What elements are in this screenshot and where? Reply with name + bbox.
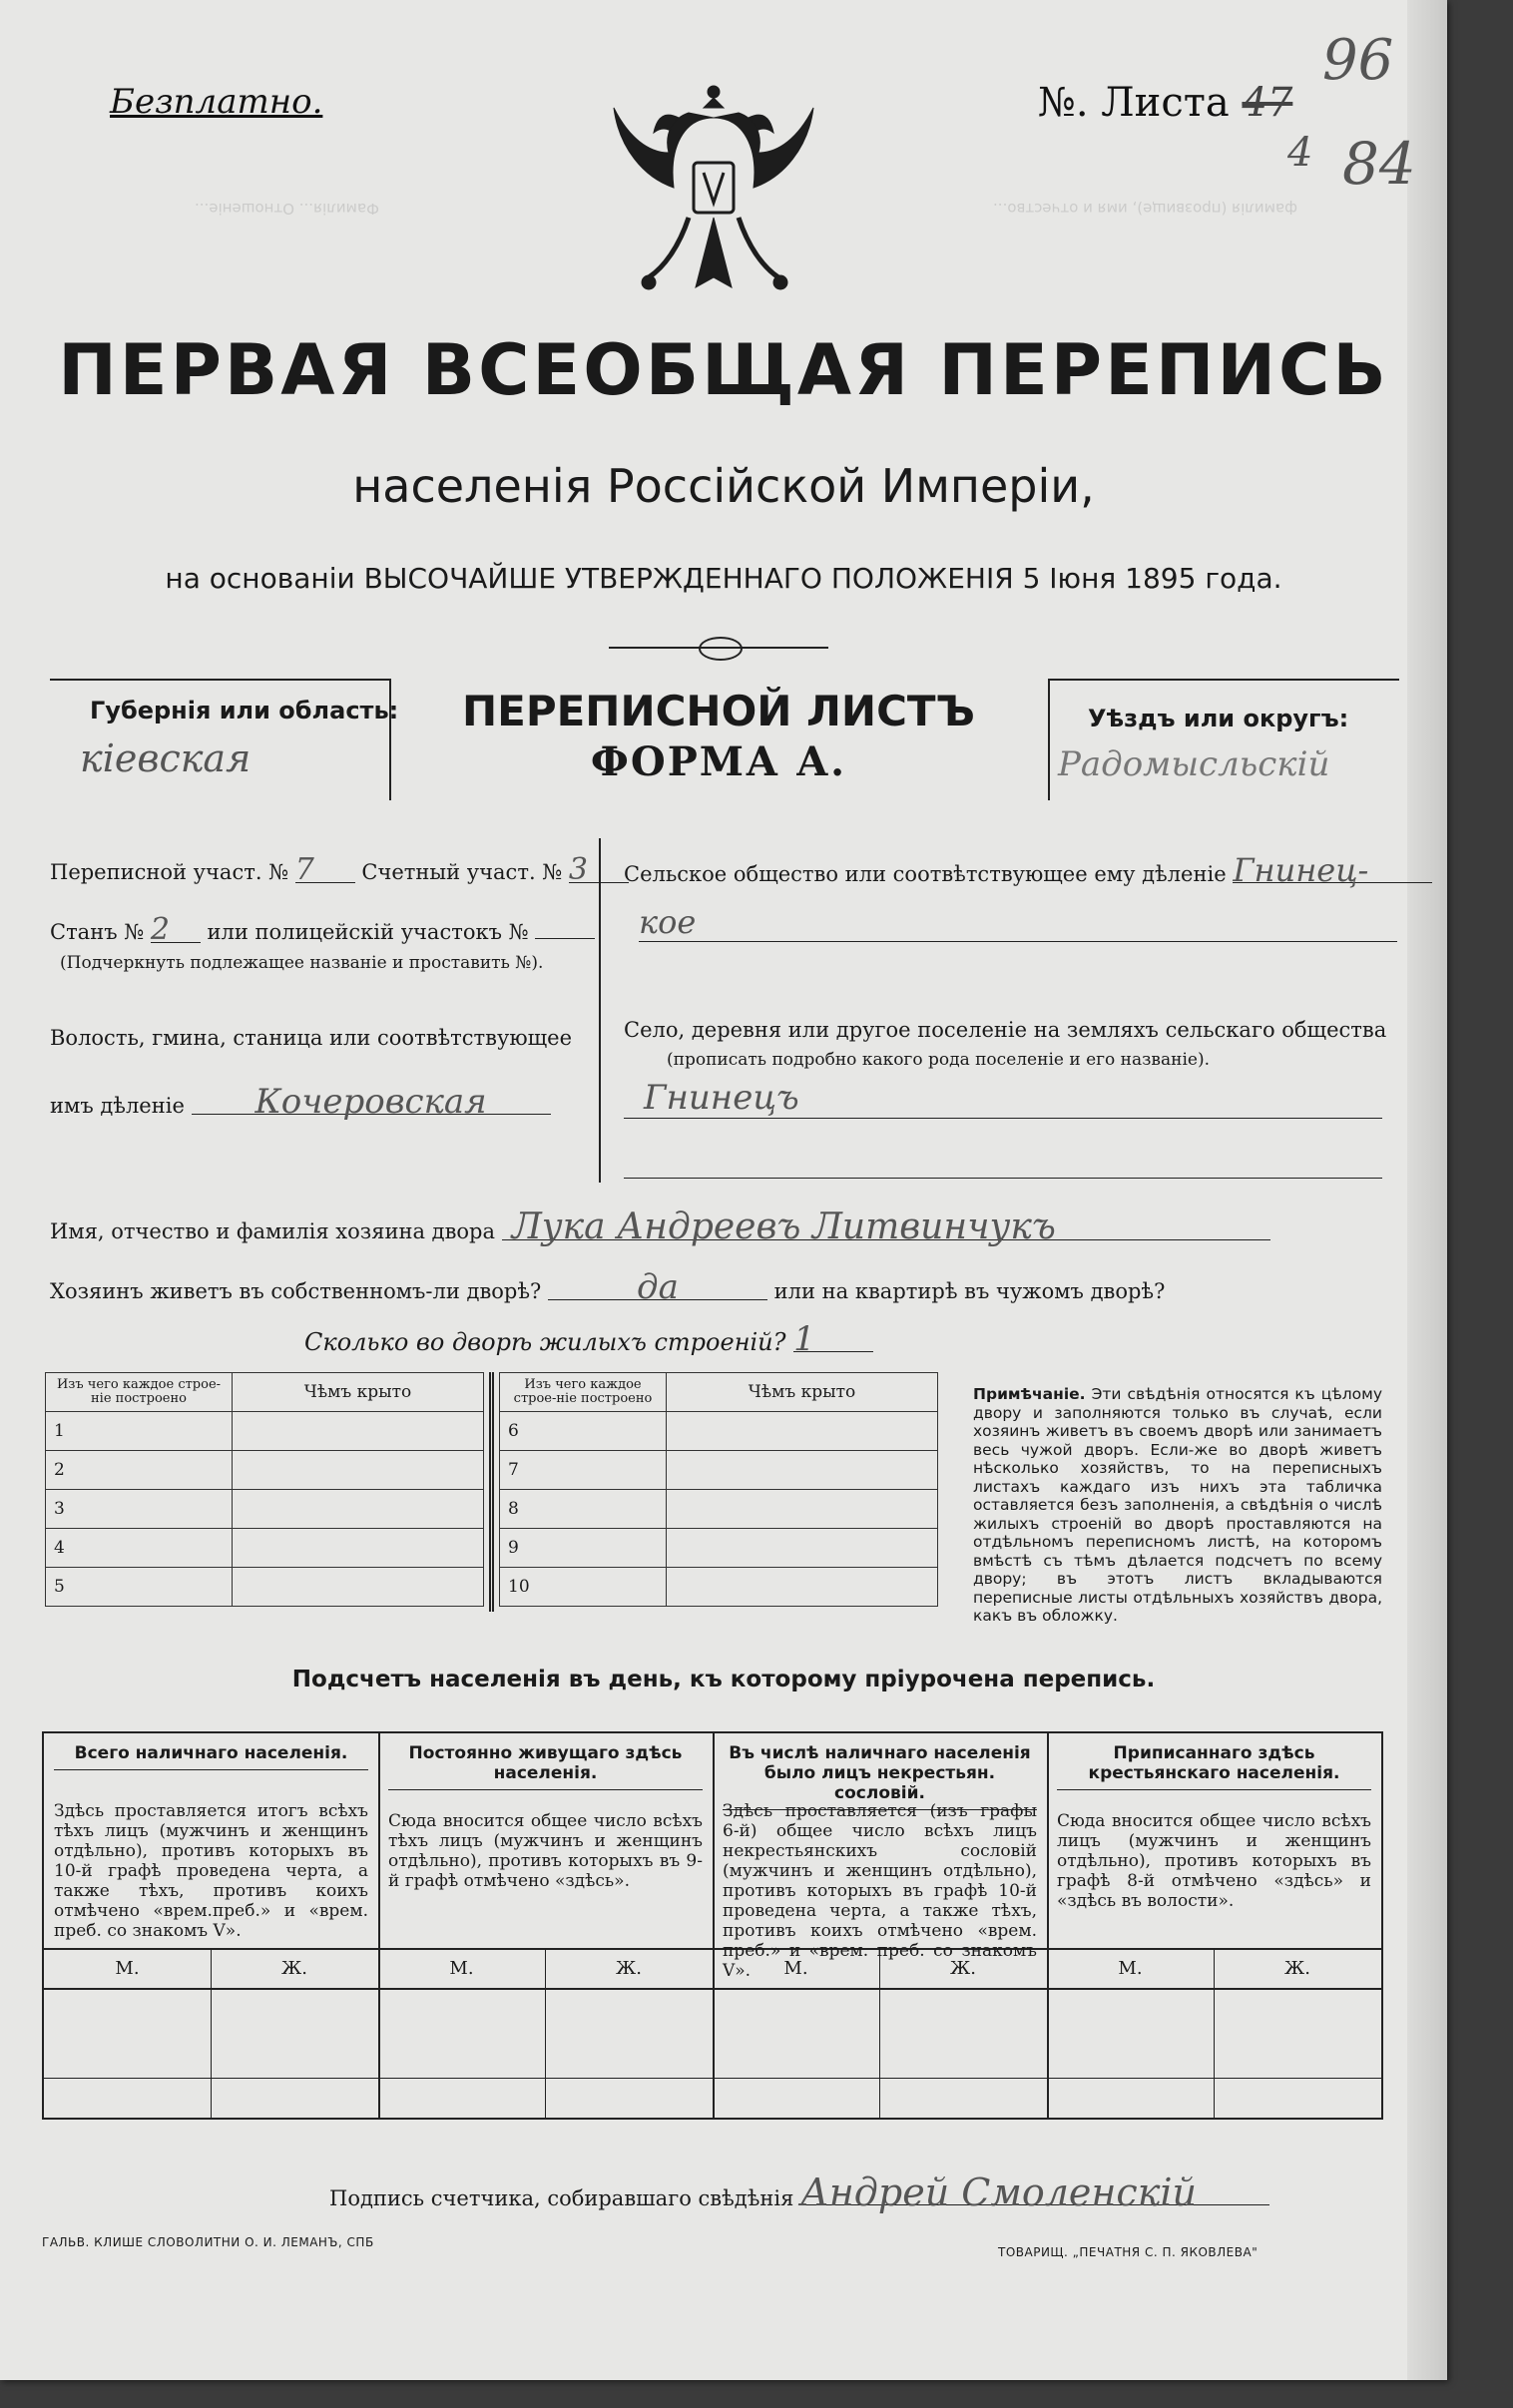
building-row: 5 bbox=[46, 1568, 233, 1607]
building-row: 6 bbox=[500, 1412, 667, 1451]
sheet-number bbox=[1038, 80, 1292, 126]
form-title: ПЕРЕПИСНОЙ ЛИСТЪ bbox=[461, 687, 976, 735]
corner-note-right: 84 bbox=[1342, 130, 1416, 198]
pop-col-3-title: Въ числѣ наличнаго населенія было лицъ некрестьян. сословій. bbox=[723, 1743, 1037, 1810]
census-section-field: Переписной участ. № 7 Счетный участ. № 3 bbox=[50, 858, 629, 884]
form-box bbox=[50, 679, 1397, 798]
male-header: М. bbox=[449, 1958, 474, 1979]
province-label: Губернія или область: bbox=[90, 697, 399, 724]
building-row: 4 bbox=[46, 1529, 233, 1568]
owner-name-field: Имя, отчество и фамилія хозяина двора Лука Андреевъ Литвинчукъ bbox=[50, 1215, 1270, 1243]
district-value: Радомысльскій bbox=[1058, 744, 1330, 784]
stan-field: Станъ № 2 или полицейскій участокъ № bbox=[50, 918, 595, 944]
form-name: ФОРМА А. bbox=[590, 738, 847, 785]
building-row: 8 bbox=[500, 1490, 667, 1529]
main-title: ПЕРВАЯ ВСЕОБЩАЯ ПЕРЕПИСЬ bbox=[58, 329, 1389, 411]
footer-right: ТОВАРИЩ. „ПЕЧАТНЯ С. П. ЯКОВЛЕВА" bbox=[998, 2245, 1259, 2259]
female-header: Ж. bbox=[616, 1958, 642, 1979]
double-headed-eagle-icon bbox=[609, 78, 818, 307]
pop-col-2-text: Сюда вносится общее число всѣхъ тѣхъ лицъ (мужчинъ и женщинъ отдѣльно), противъ которыхъ въ 9-й графѣ отмѣчено «здѣсь». bbox=[388, 1811, 703, 1891]
corner-note-top: 96 bbox=[1322, 28, 1394, 93]
female-header: Ж. bbox=[1284, 1958, 1310, 1979]
buildings-table-left bbox=[45, 1372, 484, 1607]
pop-col-2-title: Постоянно живущаго здѣсь населенія. bbox=[388, 1743, 703, 1790]
male-header: М. bbox=[115, 1958, 140, 1979]
note-block bbox=[973, 1385, 1382, 1626]
building-row: 1 bbox=[46, 1412, 233, 1451]
district-label: Уѣздъ или округъ: bbox=[1088, 705, 1349, 732]
bleed-through-text: Фамилія... Отношеніе... фамилія (прозвище), имя и отчество... bbox=[194, 200, 1297, 218]
building-row: 2 bbox=[46, 1451, 233, 1490]
pop-col-1-title: Всего наличнаго населенія. bbox=[54, 1743, 368, 1770]
fields-divider bbox=[599, 838, 601, 1183]
pop-col-4-text: Сюда вносится общее число всѣхъ лицъ (мужчинъ и женщинъ отдѣльно), противъ которыхъ въ графѣ 8-й отмѣчено «здѣсь» и «здѣсь въ волости». bbox=[1057, 1811, 1371, 1911]
population-table bbox=[42, 1731, 1383, 2120]
village-value: Гнинецъ bbox=[624, 1078, 1382, 1119]
corner-note-mid: 4 bbox=[1287, 130, 1313, 176]
ornament-center-icon bbox=[699, 637, 743, 661]
note-text: Эти свѣдѣнія относятся къ цѣлому двору и заполняются только въ случаѣ, если хозяинъ живетъ въ своемъ дворѣ или занимаетъ весь чужой дворъ. Если-же во дворѣ живетъ нѣсколько хозяйствъ, то на переписныхъ листахъ каждаго изъ нихъ эта табличка оставляется безъ заполненія, а свѣдѣнія о числѣ жилыхъ строеній во дворѣ проставляются на отдѣльномъ переписномъ листѣ, на которомъ вмѣстѣ съ тѣмъ дѣлается подсчетъ по всему двору; въ этотъ листъ вкладываются переписные листы отдѣльныхъ хозяйствъ двора, какъ въ обложку. bbox=[973, 1385, 1382, 1625]
female-header: Ж. bbox=[281, 1958, 307, 1979]
pop-col-4-title: Приписаннаго здѣсь крестьянскаго населенія. bbox=[1057, 1743, 1371, 1790]
buildings-count-field: Сколько во дворѣ жилыхъ строеній? 1 bbox=[304, 1327, 873, 1354]
female-header: Ж. bbox=[950, 1958, 976, 1979]
male-header: М. bbox=[1118, 1958, 1143, 1979]
village-line-2 bbox=[624, 1178, 1382, 1179]
legal-basis: на основаніи ВЫСОЧАЙШЕ УТВЕРЖДЕННАГО ПОЛОЖЕНІЯ 5 Іюня 1895 года. bbox=[165, 562, 1282, 595]
building-row: 10 bbox=[500, 1568, 667, 1607]
footer-left: ГАЛЬВ. КЛИШЕ СЛОВОЛИТНИ О. И. ЛЕМАНЪ, СПБ bbox=[42, 2235, 374, 2249]
volost-label-1: Волость, гмина, станица или соотвѣтствующее bbox=[50, 1026, 573, 1050]
sheet-label: №. Листа bbox=[1038, 80, 1230, 126]
col-roof-header: Чѣмъ крыто bbox=[233, 1373, 484, 1412]
sheet-number-value: 47 bbox=[1242, 80, 1293, 126]
free-label: Безплатно. bbox=[110, 82, 323, 122]
village-hint: (прописать подробно какого рода поселеніе и его названіе). bbox=[667, 1050, 1210, 1070]
tables-divider bbox=[489, 1372, 494, 1612]
population-heading: Подсчетъ населенія въ день, къ которому пріурочена перепись. bbox=[291, 1667, 1156, 1692]
volost-field: имъ дѣленіе Кочеровская bbox=[50, 1090, 551, 1118]
subtitle: населенія Россійской Имперіи, bbox=[352, 459, 1095, 513]
col-roof-header: Чѣмъ крыто bbox=[667, 1373, 938, 1412]
building-row: 3 bbox=[46, 1490, 233, 1529]
col-material-header: Изъ чего каждое строе-ніе построено bbox=[46, 1373, 233, 1412]
province-value: кіевская bbox=[80, 736, 252, 780]
buildings-table-right bbox=[499, 1372, 938, 1607]
col-material-header: Изъ чего каждое строе-ніе построено bbox=[500, 1373, 667, 1412]
society-value-cont: кое bbox=[639, 903, 1397, 942]
stan-hint: (Подчеркнуть подлежащее названіе и проставить №). bbox=[60, 953, 544, 973]
society-field: Сельское общество или соотвѣтствующее ему дѣленіе Гнинец- bbox=[624, 858, 1432, 886]
male-header: М. bbox=[783, 1958, 808, 1979]
pop-col-1-text: Здѣсь проставляется итогъ всѣхъ тѣхъ лицъ (мужчинъ и женщинъ отдѣльно), противъ которыхъ въ 10-й графѣ проведена черта, а также тѣхъ, противъ коихъ отмѣчено «врем.преб.» и «врем. преб. со знакомъ V». bbox=[54, 1801, 368, 1941]
signature-field: Подпись счетчика, собиравшаго свѣдѣнія Андрей Смоленскій bbox=[329, 2180, 1269, 2210]
building-row: 7 bbox=[500, 1451, 667, 1490]
village-label: Село, деревня или другое поселеніе на земляхъ сельскаго общества bbox=[624, 1018, 1387, 1042]
building-row: 9 bbox=[500, 1529, 667, 1568]
owner-residence-field: Хозяинъ живетъ въ собственномъ-ли дворѣ? да или на квартирѣ въ чужомъ дворѣ? bbox=[50, 1267, 1166, 1307]
note-title: Примѣчаніе. bbox=[973, 1385, 1086, 1403]
pop-col-3-text: Здѣсь проставляется (изъ графы 6-й) общее число всѣхъ лицъ некрестьянскихъ сословій (мужчинъ и женщинъ отдѣльно), противъ которыхъ въ графѣ 10-й проведена черта, а также тѣхъ, противъ коихъ отмѣчено «врем. преб.» и «врем. преб. со знакомъ V». bbox=[723, 1801, 1037, 1981]
